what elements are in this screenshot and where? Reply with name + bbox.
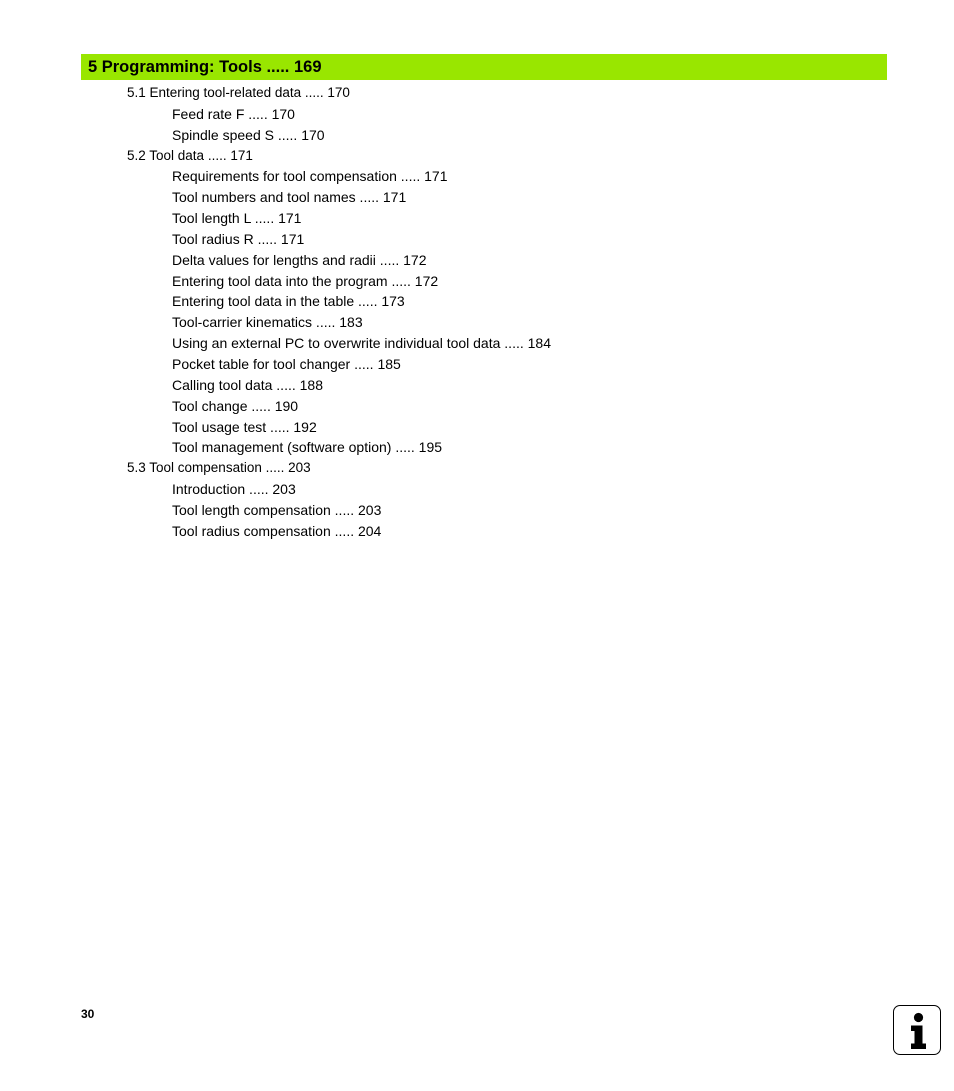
info-glyph <box>894 1006 939 1053</box>
toc-entry-text: Tool length L ..... 171 <box>172 210 302 227</box>
toc-entry-text: Tool numbers and tool names ..... 171 <box>172 189 407 206</box>
toc-entry-text: Entering tool data into the program ..... 172 <box>172 272 439 289</box>
toc-entry-text: Requirements for tool compensation ..... 171 <box>172 168 448 185</box>
toc-entry[interactable] <box>0 291 900 312</box>
toc-entry-text: Pocket table for tool changer ..... 185 <box>172 355 401 372</box>
toc-entry[interactable] <box>0 250 900 271</box>
toc-entry[interactable] <box>0 187 900 208</box>
toc-entry[interactable] <box>0 208 900 229</box>
toc-entry-text: 5.2 Tool data ..... 171 <box>127 147 253 163</box>
toc-entry[interactable] <box>0 312 900 333</box>
toc-entry[interactable] <box>0 500 900 521</box>
toc-entry-text: Tool-carrier kinematics ..... 183 <box>172 314 363 331</box>
toc-entry-text: Tool radius R ..... 171 <box>172 230 305 247</box>
toc-entry-text: Tool management (software option) ..... 195 <box>172 439 443 456</box>
toc-entry[interactable] <box>0 479 900 500</box>
toc-entry-text: Spindle speed S ..... 170 <box>172 126 325 143</box>
toc-entry-text: 5.3 Tool compensation ..... 203 <box>127 460 311 476</box>
toc-entry-text: Tool usage test ..... 192 <box>172 418 317 435</box>
toc-entry[interactable] <box>0 354 900 375</box>
toc-entry[interactable] <box>0 83 900 104</box>
toc-entry[interactable] <box>0 396 900 417</box>
toc-entry-text: Calling tool data ..... 188 <box>172 376 323 393</box>
toc-entry[interactable] <box>0 271 900 292</box>
toc-entry-text: Using an external PC to overwrite individual tool data ..... 184 <box>172 335 551 352</box>
toc-entry[interactable] <box>0 104 900 125</box>
table-of-contents <box>0 83 900 542</box>
toc-entry[interactable] <box>0 458 900 479</box>
toc-entry[interactable] <box>0 521 900 542</box>
toc-entry[interactable] <box>0 146 900 167</box>
toc-entry[interactable] <box>0 333 900 354</box>
toc-entry-text: Introduction ..... 203 <box>172 481 296 498</box>
chapter-title[interactable]: 5 Programming: Tools ..... 169 <box>88 58 322 76</box>
toc-entry-text: Delta values for lengths and radii ..... 172 <box>172 251 427 268</box>
toc-entry-text: 5.1 Entering tool-related data ..... 170 <box>127 85 350 100</box>
page-number: 30 <box>81 1007 95 1021</box>
toc-entry[interactable] <box>0 437 900 458</box>
info-icon <box>893 1005 941 1055</box>
toc-entry-text: Tool length compensation ..... 203 <box>172 501 382 518</box>
toc-entry[interactable] <box>0 375 900 396</box>
toc-entry-text: Tool radius compensation ..... 204 <box>172 522 382 539</box>
toc-entry[interactable] <box>0 417 900 438</box>
toc-entry[interactable] <box>0 166 900 187</box>
toc-entry-text: Feed rate F ..... 170 <box>172 105 295 122</box>
toc-entry-text: Tool change ..... 190 <box>172 397 299 414</box>
chapter-header-bar <box>81 54 887 80</box>
toc-entry[interactable] <box>0 229 900 250</box>
toc-entry[interactable] <box>0 125 900 146</box>
toc-entry-text: Entering tool data in the table ..... 173 <box>172 293 405 310</box>
